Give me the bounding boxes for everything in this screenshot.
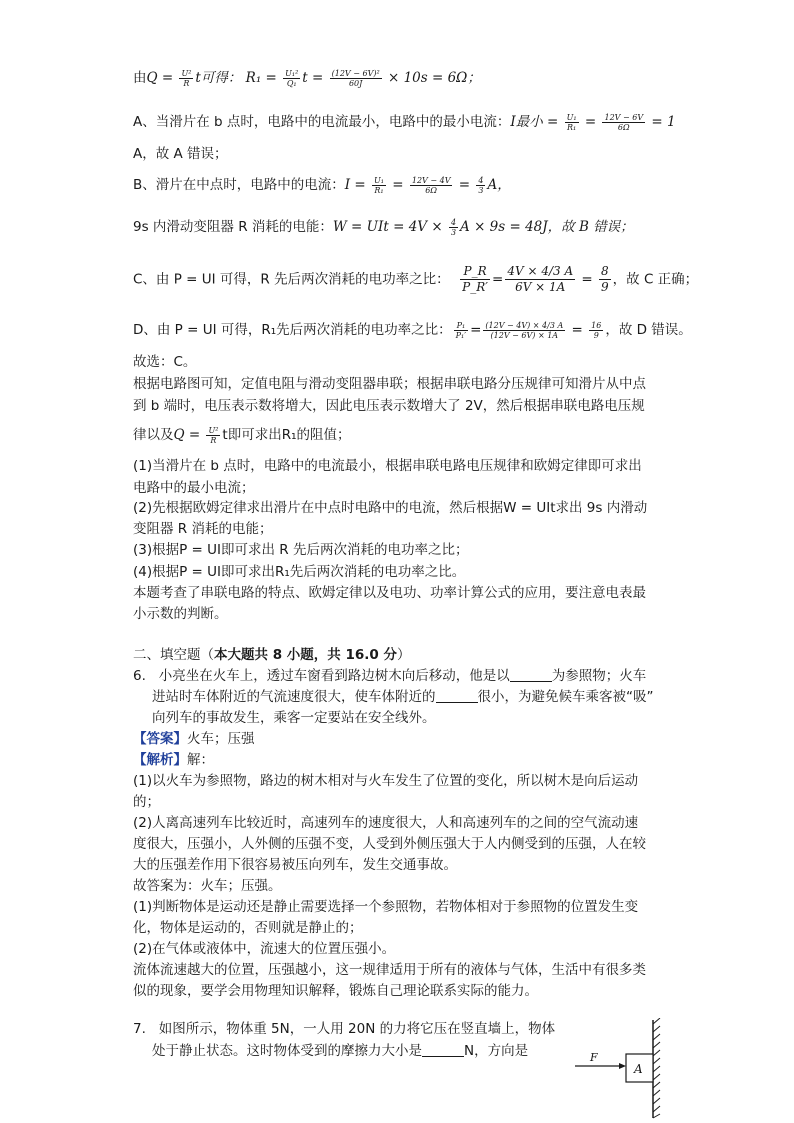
question-6-line-1: 6. 小亮坐在火车上，透过车窗看到路边树木向后移动，他是以 为参照物；火车 bbox=[133, 668, 647, 684]
block-label: A bbox=[634, 1062, 643, 1076]
knowledge-line: 流体流速越大的位置，压强越小，这一规律适用于所有的液体与气体，生活中有很多类 bbox=[133, 962, 646, 978]
analysis-line: (1)当滑片在 b 点时，电路中的电流最小，根据串联电路电压规律和欧姆定律即可求出 bbox=[133, 458, 642, 474]
option-d-line: D、由 P = UI 可得，R₁先后两次消耗的电功率之比： $\frac{\text{P₁}}{\text{P₁′}}$ = $\frac{(12V - 4V) \times 4/3 A}{(12V - 6V) \times 1A}$ = $\frac{16}{9}$ ，故 D 错误。 bbox=[133, 320, 692, 340]
answer-tag: 【答案】 bbox=[133, 731, 187, 747]
question-6-line-3: 向列车的事故发生，乘客一定要站在安全线外。 bbox=[152, 710, 436, 726]
analysis-head: 【解析】解： bbox=[133, 752, 214, 768]
analysis-line: (4)根据P = UI即可求出R₁先后两次消耗的电功率之比。 bbox=[133, 564, 466, 580]
choice-line: 故选：C。 bbox=[133, 354, 197, 370]
question-7-line-2: 处于静止状态。这时物体受到的摩擦力大小是 N，方向是 bbox=[152, 1043, 529, 1059]
option-a-line-1: A、当滑片在 b 点时，电路中的电流最小，电路中的最小电流：I最小 = $\frac{\text{U₁}}{\text{R₁}}$ = $\frac{12V - 6V}{6\Omega}$ = 1 bbox=[133, 112, 676, 132]
analysis-line: (2)人离高速列车比较近时，高速列车的速度很大，人和高速列车的之间的空气流动速 bbox=[133, 815, 639, 831]
analysis-line: 到 b 端时，电压表示数将增大，因此电压表示数增大了 2V，然后根据串联电路电压规 bbox=[133, 398, 645, 414]
force-label: F bbox=[590, 1051, 598, 1064]
answer-blank[interactable] bbox=[510, 667, 552, 682]
knowledge-line: (1)判断物体是运动还是静止需要选择一个参照物，若物体相对于参照物的位置发生变 bbox=[133, 899, 639, 915]
answer-blank[interactable] bbox=[422, 1042, 464, 1057]
option-c-line: C、由 P = UI 可得，R 先后两次消耗的电功率之比： $\frac{P\_R}{P\_R'}$ = $\frac{4V \times 4/3 A}{6V \times 1A}$ = $\frac{8}{9}$ ，故 C 正确； bbox=[133, 264, 699, 294]
question-6-line-2: 进站时车体附近的气流速度很大，使车体附近的 很小，为避免候车乘客被“吸” bbox=[152, 689, 654, 705]
analysis-line: 电路中的最小电流； bbox=[133, 480, 255, 496]
wall-hatching bbox=[653, 1018, 660, 1118]
answer-line: 【答案】火车；压强 bbox=[133, 731, 255, 747]
knowledge-line: 似的现象，要学会用物理知识解释，锻炼自己理论联系实际的能力。 bbox=[133, 983, 538, 999]
question-7-line-1: 7. 如图所示，物体重 5N，一人用 20N 的力将它压在竖直墙上，物体 bbox=[133, 1021, 556, 1037]
force-diagram bbox=[570, 1018, 670, 1120]
summary-line: 小示数的判断。 bbox=[133, 606, 228, 622]
analysis-tag: 【解析】 bbox=[133, 752, 187, 768]
analysis-line: 根据电路图可知，定值电阻与滑动变阻器串联；根据串联电路分压规律可知滑片从中点 bbox=[133, 376, 646, 392]
analysis-line: 的； bbox=[133, 794, 160, 810]
summary-line: 本题考查了串联电路的特点、欧姆定律以及电功、功率计算公式的应用，要注意电表最 bbox=[133, 585, 646, 601]
analysis-line: (1)以火车为参照物，路边的树木相对与火车发生了位置的变化，所以树木是向后运动 bbox=[133, 773, 639, 789]
analysis-line: 律以及Q = $\frac{\text{U²}}{R}$ t即可求出R₁的阻值； bbox=[133, 425, 351, 445]
option-b-line-1: B、滑片在中点时，电路中的电流：I = $\frac{\text{U₁}}{\text{R₁}}$ = $\frac{12V - 4V}{6\Omega}$ = $\frac{4}{3}$ A， bbox=[133, 175, 511, 195]
formula-line-r1: 由Q = $\frac{\text{U²}}{R}$ t可得： R₁ = $\frac{\text{U₁²}}{\text{Q₁}}$ t = $\frac{\text{(12V − 6V)²}}{60J}$ × 10s = 6Ω； bbox=[133, 68, 481, 88]
knowledge-line: 化，物体是运动的，否则就是静止的； bbox=[133, 920, 363, 936]
knowledge-line: (2)在气体或液体中，流速大的位置压强小。 bbox=[133, 941, 396, 957]
option-a-line-2: A，故 A 错误； bbox=[133, 146, 228, 162]
analysis-line: 度很大，压强小，人外侧的压强不变，人受到外侧压强大于人内侧受到的压强，人在较 bbox=[133, 836, 646, 852]
option-b-line-2: 9s 内滑动变阻器 R 消耗的电能：W = UIt = 4V × $\frac{4}{3}$ A × 9s = 48J，故 B 错误； bbox=[133, 217, 634, 237]
section-heading: 二、填空题（本大题共 8 小题，共 16.0 分） bbox=[133, 647, 411, 663]
arrow-head bbox=[619, 1063, 626, 1069]
analysis-line: 变阻器 R 消耗的电能； bbox=[133, 521, 273, 537]
answer-blank[interactable] bbox=[436, 688, 478, 703]
analysis-line: (3)根据P = UI即可求出 R 先后两次消耗的电功率之比； bbox=[133, 542, 469, 558]
final-answer-line: 故答案为：火车；压强。 bbox=[133, 878, 282, 894]
analysis-line: (2)先根据欧姆定律求出滑片在中点时电路中的电流，然后根据W = UIt求出 9s 内滑动 bbox=[133, 500, 648, 516]
analysis-line: 大的压强差作用下很容易被压向列车，发生交通事故。 bbox=[133, 857, 457, 873]
